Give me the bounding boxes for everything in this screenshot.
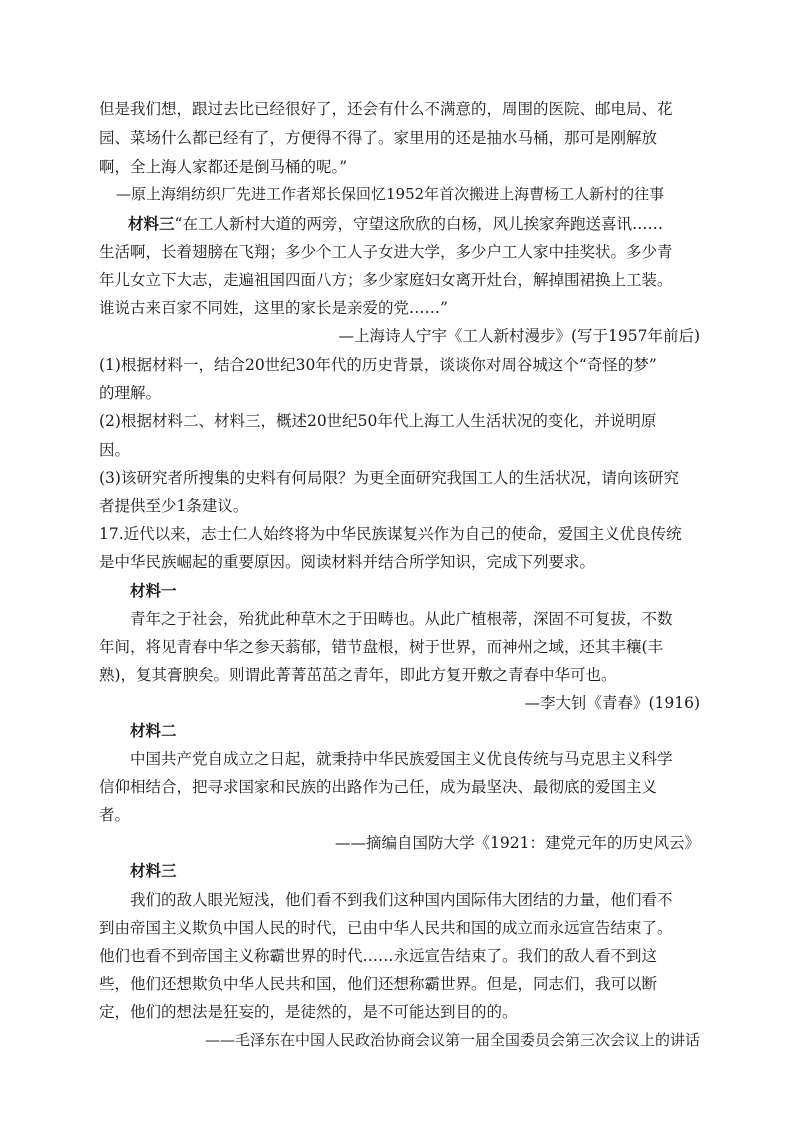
paragraph-line: 到由帝国主义欺负中国人民的时代，已由中华人民共和国的成立而永远宣告结束了。 — [99, 919, 673, 937]
question-line: (3)该研究者所搜集的史料有何局限？为更全面研究我国工人的生活状况，请向该研究 — [99, 469, 679, 487]
paragraph-line: 谁说古来百家不同姓，这里的家长是亲爱的党……” — [99, 299, 448, 317]
paragraph-line: 些，他们还想欺负中华人民共和国，他们还想称霸世界。但是，同志们，我可以断 — [99, 975, 658, 993]
source-citation: ——摘编自国防大学《1921：建党元年的历史风云》 — [335, 834, 700, 852]
material-label: 材料二 — [130, 721, 177, 740]
paragraph-line: 啊，全上海人家都还是倒马桶的呢。” — [99, 158, 348, 176]
paragraph-line: 生活啊，长着翅膀在飞翔；多少个工人子女进大学，多少户工人家中挂奖状。多少青 — [99, 243, 673, 261]
source-citation: ——毛泽东在中国人民政治协商会议第一届全国委员会第三次会议上的讲话 — [204, 1031, 700, 1049]
material-three-block — [128, 214, 663, 234]
paragraph-line: 熟)，复其膏腴矣。则谓此菁菁茁茁之青年，即此方复开敷之青春中华可也。 — [99, 666, 617, 684]
question-line: 是中华民族崛起的重要原因。阅读材料并结合所学知识，完成下列要求。 — [99, 553, 596, 571]
paragraph-line: 年儿女立下大志，走遍祖国四面八方；多少家庭妇女离开灶台，解掉围裙换上工装。 — [99, 271, 673, 289]
question-line: (2)根据材料二、材料三，概述20世纪50年代上海工人生活状况的变化，并说明原 — [99, 412, 657, 430]
paragraph-line: 园、菜场什么都已经有了，方便得不得了。家里用的还是抽水马桶，那可是刚解放 — [99, 129, 658, 147]
paragraph-line: 信仰相结合，把寻求国家和民族的出路作为己任，成为最坚决、最彻底的爱国主义 — [99, 778, 658, 796]
question-line: 者提供至少1条建议。 — [99, 497, 249, 515]
question-line: (1)根据材料一，结合20世纪30年代的历史背景，谈谈你对周谷城这个“奇怪的梦” — [99, 356, 657, 374]
source-citation: —原上海绢纺织厂先进工作者郑长保回忆1952年首次搬进上海曹杨工人新村的往事 — [116, 185, 665, 203]
paragraph-line: 中国共产党自成立之日起，就秉持中华民族爱国主义优良传统与马克思主义科学 — [130, 750, 673, 768]
paragraph-line: 定，他们的想法是狂妄的，是徒然的，是不可能达到目的的。 — [99, 1003, 518, 1021]
material-label: 材料三 — [128, 214, 175, 233]
paragraph-line: 者。 — [99, 806, 131, 824]
paragraph-line: “在工人新村大道的两旁，守望这欣欣的白杨，风儿挨家奔跑送喜讯…… — [174, 215, 663, 233]
source-citation: —上海诗人宁宇《工人新村漫步》(写于1957年前后) — [338, 327, 700, 345]
paragraph-line: 他们也看不到帝国主义称霸世界的时代……永远宣告结束了。我们的敌人看不到这 — [99, 947, 658, 965]
question-line: 因。 — [99, 441, 131, 459]
material-label: 材料三 — [130, 861, 177, 880]
paragraph-line: 青年之于社会，殆犹此种草木之于田畴也。从此广植根蒂，深固不可复拔，不数 — [130, 610, 673, 628]
question-line: 17.近代以来，志士仁人始终将为中华民族谋复兴作为自己的使命，爱国主义优良传统 — [99, 525, 682, 543]
paragraph-line: 但是我们想，跟过去比已经很好了，还会有什么不满意的，周围的医院、邮电局、花 — [99, 100, 673, 118]
question-line: 的理解。 — [99, 384, 162, 402]
material-label: 材料一 — [130, 581, 177, 600]
paragraph-line: 我们的敌人眼光短浅，他们看不到我们这种国内国际伟大团结的力量，他们看不 — [130, 891, 673, 909]
source-citation: —李大钊《青春》(1916) — [524, 694, 700, 712]
paragraph-line: 年间，将见青春中华之参天蓊郁，错节盘根，树于世界，而神州之域，还其丰穰(丰 — [99, 638, 664, 656]
